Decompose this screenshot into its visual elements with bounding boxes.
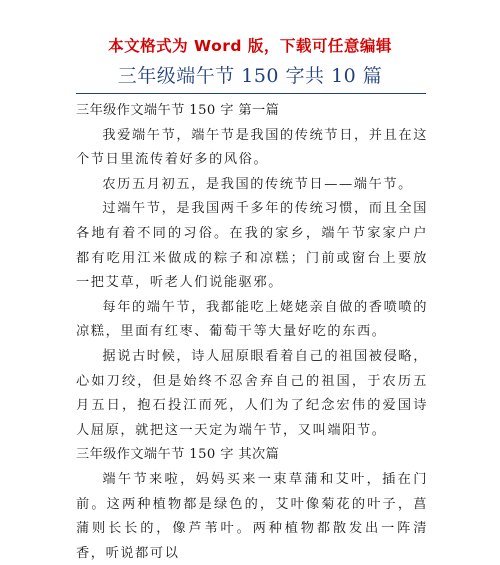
- document-body: [76, 99, 428, 565]
- section-heading: 三年级作文端午节 150 字 其次篇: [76, 447, 280, 463]
- paragraph: 农历五月初五，是我国的传统节日——端午节。: [102, 176, 413, 192]
- format-notice: 本文格式为 Word 版，下载可任意编辑: [108, 37, 392, 55]
- paragraph: 端午节来啦，妈妈买来一束草蒲和艾叶，插在门前。这两种植物都是绿色的，艾叶像菊花的叶子，菖蒲则长长的，像芦苇叶。两种植物都散发出一阵清香，听说都可以: [76, 471, 428, 561]
- title-divider: [76, 93, 426, 94]
- paragraph: 据说古时候，诗人屈原眼看着自己的祖国被侵略，心如刀绞，但是始终不忍舍弃自己的祖国，于农历五月五日，抱石投江而死，人们为了纪念宏伟的爱国诗人屈原，就把这一天定为端午节，又叫端阳节。: [76, 348, 428, 438]
- paragraph: 过端午节，是我国两千多年的传统习惯，而且全国各地有着不同的习俗。在我的家乡，端午节家家户户都有吃用江米做成的粽子和凉糕；门前或窗台上要放一把艾草，听老人们说能驱邪。: [76, 201, 428, 291]
- paragraph: 每年的端午节，我都能吃上姥姥亲自做的香喷喷的凉糕，里面有红枣、葡萄干等大量好吃的东西。: [76, 299, 428, 340]
- paragraph: 我爱端午节，端午节是我国的传统节日，并且在这个节日里流传着好多的风俗。: [76, 127, 428, 168]
- document-title: 三年级端午节 150 字共 10 篇: [117, 65, 383, 87]
- section-heading: 三年级作文端午节 150 字 第一篇: [76, 103, 280, 118]
